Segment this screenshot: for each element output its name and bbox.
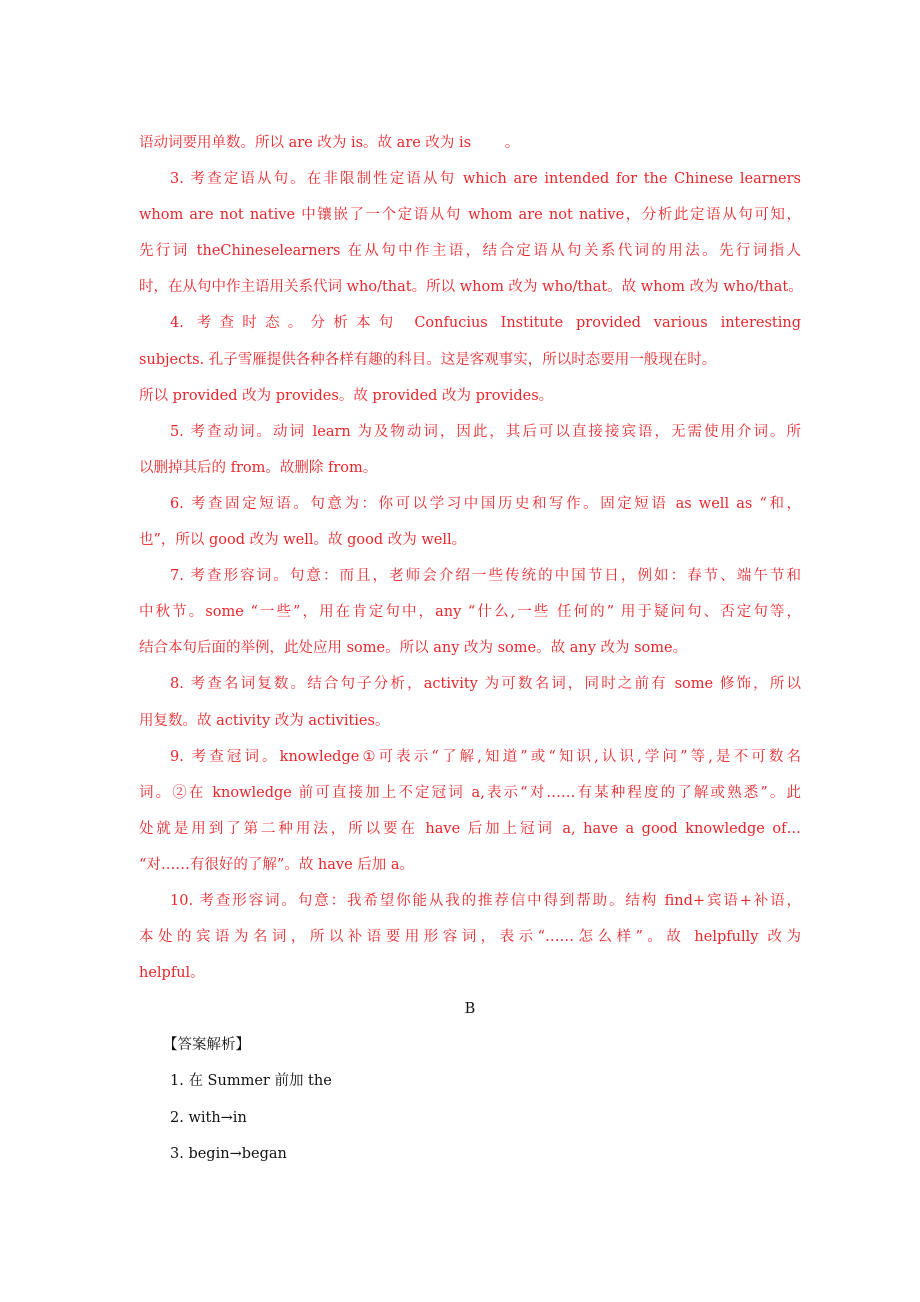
answer-item: 3. begin→began: [170, 1145, 287, 1162]
answer-analysis-label: 【答案解析】: [163, 1037, 250, 1054]
explanation-line: 7. 考查形容词。句意：而且，老师会介绍一些传统的中国节日，例如：春节、端午节和: [170, 568, 801, 585]
explanation-line: 语动词要用单数。所以 are 改为 is。故 are 改为 is 。: [139, 135, 520, 151]
explanation-line: helpful。: [139, 965, 205, 982]
explanation-line: 也”，所以 good 改为 well。故 good 改为 well。: [139, 532, 467, 549]
explanation-line: 以删掉其后的 from。故删除 from。: [139, 459, 378, 476]
explanation-line: whom are not native 中镶嵌了一个定语从句 whom are not native，分析此定语从句可知，: [139, 207, 801, 224]
explanation-line: 中秋节。some “一些”，用在肯定句中，any “什么,一些 任何的” 用于疑问句、否定句等，: [139, 604, 801, 621]
explanation-line: 3. 考查定语从句。在非限制性定语从句 which are intended for the Chinese learners: [170, 171, 801, 188]
answer-item: 2. with→in: [170, 1109, 247, 1126]
explanation-line: 6. 考查固定短语。句意为：你可以学习中国历史和写作。固定短语 as well as “和，: [170, 495, 801, 512]
explanation-line: 时，在从句中作主语用关系代词 who/that。所以 whom 改为 who/that。故 whom 改为 who/that。: [139, 279, 803, 296]
explanation-line: 先行词 theChineselearners 在从句中作主语，结合定语从句关系代词的用法。先行词指人: [139, 243, 801, 260]
explanation-line: “对……有很好的了解”。故 have 后加 a。: [139, 856, 415, 873]
section-b-heading: B: [464, 1001, 476, 1018]
explanation-line: 所以 provided 改为 provides。故 provided 改为 provides。: [139, 387, 554, 404]
explanation-line: subjects. 孔子雪雁提供各种各样有趣的科目。这是客观事实，所以时态要用一般现在时。: [139, 351, 717, 368]
explanation-line: 8. 考查名词复数。结合句子分析，activity 为可数名词，同时之前有 some 修饰，所以: [170, 676, 801, 693]
explanation-line: 结合本句后面的举例，此处应用 some。所以 any 改为 some。故 any 改为 some。: [139, 640, 688, 657]
explanation-line: 10. 考查形容词。句意：我希望你能从我的推荐信中得到帮助。结构 find+宾语+补语，: [170, 892, 801, 909]
section-a-explanations: [139, 125, 801, 991]
explanation-line: 本处的宾语为名词，所以补语要用形容词，表示“……怎么样”。故 helpfully 改为: [139, 929, 801, 946]
answer-item: 1. 在 Summer 前加 the: [170, 1073, 332, 1090]
explanation-line: 词。②在 knowledge 前可直接加上不定冠词 a,表示“对……有某种程度的了解或熟悉”。此: [139, 784, 801, 801]
document-page: [139, 125, 801, 1172]
explanation-line: 9. 考查冠词。knowledge①可表示“了解,知道”或“知识,认识,学问”等,是不可数名: [170, 748, 801, 765]
explanation-line: 用复数。故 activity 改为 activities。: [139, 712, 390, 729]
explanation-line: 5. 考查动词。动词 learn 为及物动词，因此，其后可以直接接宾语，无需使用介词。所: [170, 423, 801, 440]
explanation-line: 处就是用到了第二种用法，所以要在 have 后加上冠词 a, have a good knowledge of…: [139, 820, 801, 837]
explanation-line: 4. 考查时态。分析本句 Confucius Institute provided various interesting: [170, 315, 801, 332]
